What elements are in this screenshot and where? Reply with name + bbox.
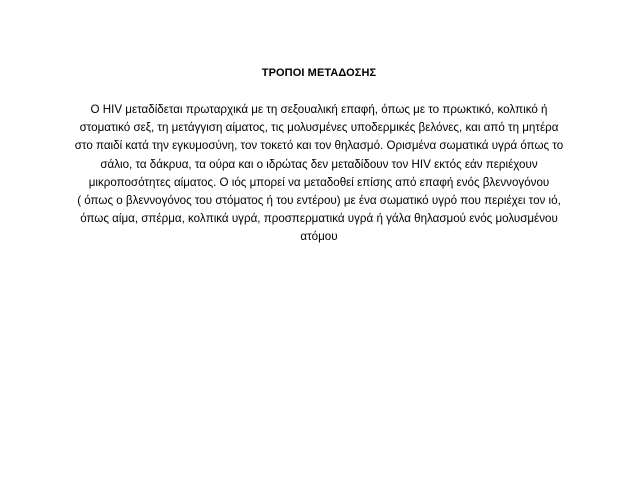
paragraph-line: ( όπως ο βλεννογόνος του στόματος ή του εντέρου) με ένα σωματικό υγρό που περιέχει τον ιό, — [77, 194, 561, 208]
paragraph-line: στοματικό σεξ, τη μετάγγιση αίματος, τις μολυσμένες υποδερμικές βελόνες, και από τη μητέρα — [79, 121, 559, 135]
body-paragraph — [28, 101, 610, 247]
paragraph-line: Ο HIV μεταδίδεται πρωταρχικά με τη σεξουαλική επαφή, όπως με το πρωκτικό, κολπικό ή — [90, 103, 548, 116]
paragraph-line: ατόμου — [300, 230, 338, 244]
document-title: ΤΡΟΠΟΙ ΜΕΤΑΔΟΣΗΣ — [261, 67, 377, 79]
paragraph-line: όπως αίμα, σπέρμα, κολπικά υγρά, προσπερματικά υγρά ή γάλα θηλασμού ενός μολυσμένου — [80, 212, 558, 226]
paragraph-line: στο παιδί κατά την εγκυμοσύνη, τον τοκετό και τον θηλασμό. Ορισμένα σωματικά υγρά όπως το — [74, 139, 564, 153]
paragraph-line: σάλιο, τα δάκρυα, τα ούρα και ο ιδρώτας δεν μεταδίδουν τον HIV εκτός εάν περιέχουν — [100, 157, 538, 171]
paragraph-line: μικροποσότητες αίματος. Ο ιός μπορεί να μεταδοθεί επίσης από επαφή ενός βλεννογόνου — [88, 175, 550, 189]
